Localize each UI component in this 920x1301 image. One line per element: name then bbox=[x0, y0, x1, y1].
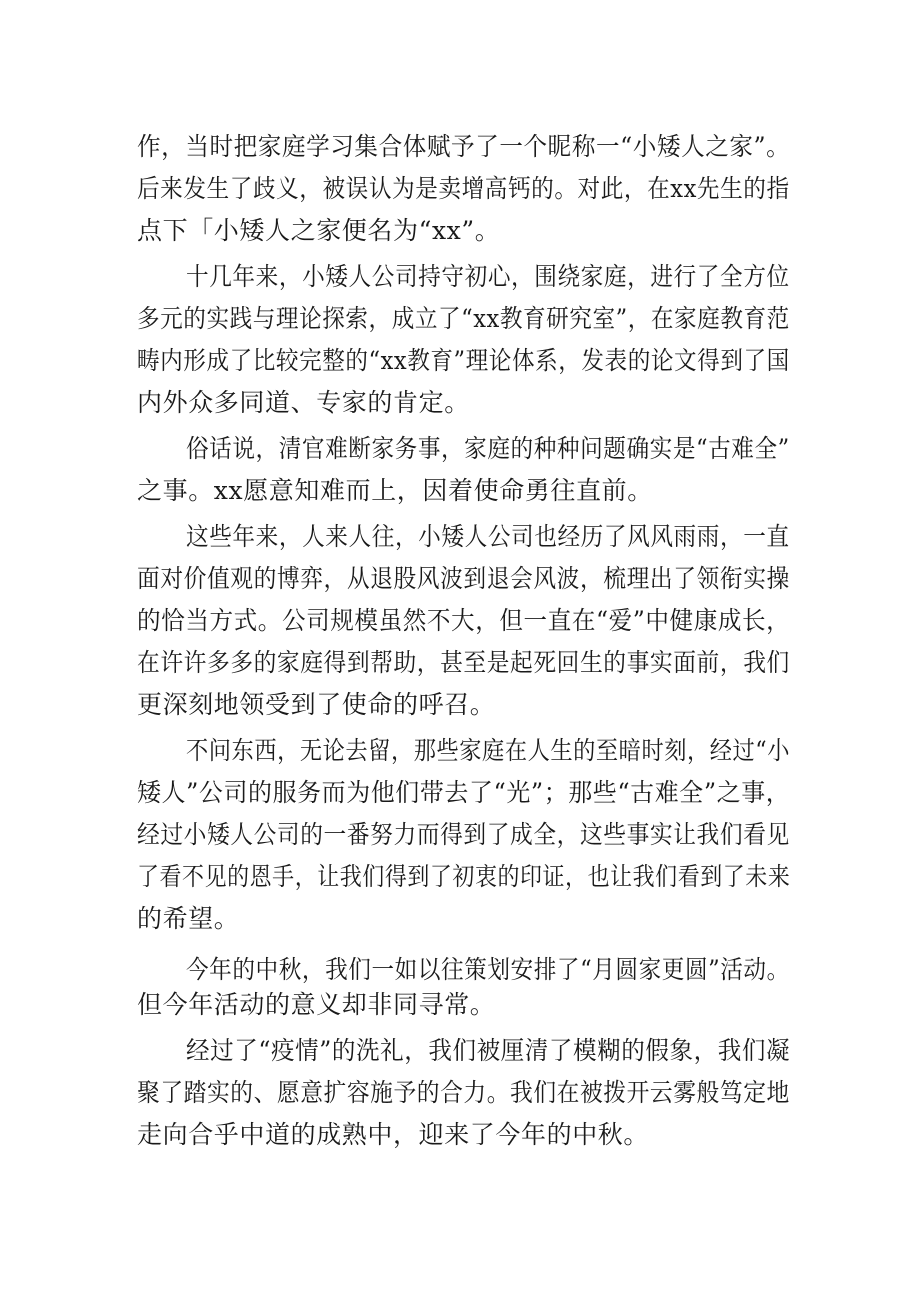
text-line: 经过小矮人公司的一番努力而得到了成全，这些事实让我们看见 bbox=[137, 820, 790, 849]
paragraph-first-line: 十几年来，小矮人公司持守初心，围绕家庭，进行了全方位 bbox=[186, 262, 790, 291]
text-line: 但今年活动的意义却非同寻常。 bbox=[137, 990, 496, 1019]
text-line: 矮人”公司的服务而为他们带去了“光”；那些“古难全”之事， bbox=[137, 778, 791, 807]
paragraph-first-line: 经过了“疫情”的洗礼，我们被厘清了模糊的假象，我们凝 bbox=[186, 1036, 791, 1065]
text-line: 面对价值观的博弈，从退股风波到退会风波，梳理出了领衔实操 bbox=[137, 564, 790, 593]
text-line: 点下「小矮人之家便名为“xx”。 bbox=[137, 216, 501, 245]
text-line: 之事。xx愿意知难而上，因着使命勇往直前。 bbox=[137, 476, 653, 505]
text-line: 多元的实践与理论探索，成立了“xx教育研究室”，在家庭教育范 bbox=[137, 304, 790, 333]
text-line: 后来发生了歧义，被误认为是卖增高钙的。对此，在xx先生的指 bbox=[137, 174, 790, 203]
paragraph-first-line: 今年的中秋，我们一如以往策划安排了“月圆家更圆”活动。 bbox=[186, 955, 790, 984]
text-line: 内外众多同道、专家的肯定。 bbox=[137, 388, 470, 417]
text-line: 畴内形成了比较完整的“xx教育”理论体系，发表的论文得到了国 bbox=[137, 346, 790, 375]
text-line: 走向合乎中道的成熟中，迎来了今年的中秋。 bbox=[137, 1120, 650, 1149]
paragraph-first-line: 这些年来，人来人往，小矮人公司也经历了风风雨雨，一直 bbox=[186, 522, 790, 551]
text-line: 了看不见的恩手，让我们得到了初衷的印证，也让我们看到了未来 bbox=[137, 862, 791, 891]
text-line: 作，当时把家庭学习集合体赋予了一个昵称一“小矮人之家”。 bbox=[137, 132, 791, 161]
text-line: 聚了踏实的、愿意扩容施予的合力。我们在被拨开云雾般笃定地 bbox=[137, 1078, 790, 1107]
text-line: 在许许多多的家庭得到帮助，甚至是起死回生的事实面前，我们 bbox=[137, 648, 790, 677]
text-line: 的恰当方式。公司规模虽然不大，但一直在“爱”中健康成长， bbox=[137, 606, 791, 635]
paragraph-first-line: 不问东西，无论去留，那些家庭在人生的至暗时刻，经过“小 bbox=[186, 736, 790, 765]
paragraph-first-line: 俗话说，清官难断家务事，家庭的种种问题确实是“古难全” bbox=[186, 434, 790, 463]
text-line: 的希望。 bbox=[137, 904, 240, 933]
text-line: 更深刻地领受到了使命的呼召。 bbox=[137, 690, 496, 719]
